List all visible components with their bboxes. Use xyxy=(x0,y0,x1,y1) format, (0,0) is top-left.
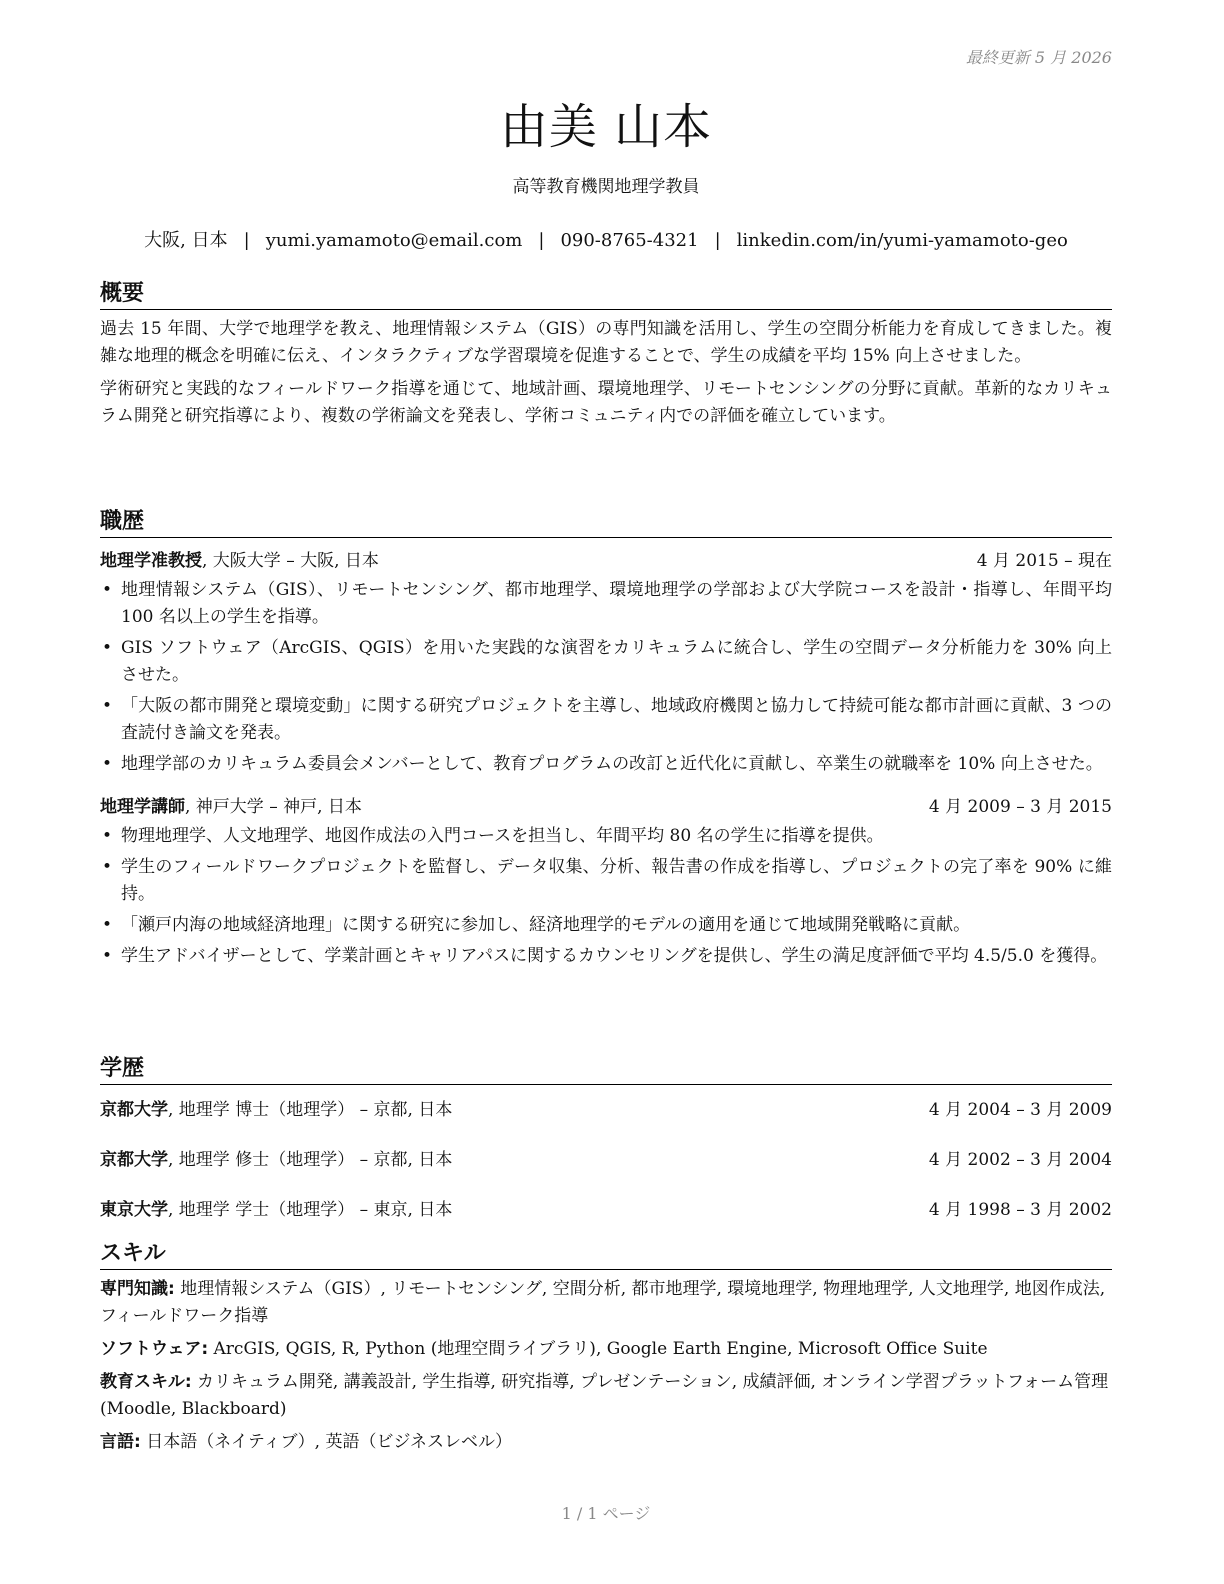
contact-location: 大阪, 日本 xyxy=(144,230,228,251)
section-title: スキル xyxy=(100,1236,1112,1270)
person-name: 由美 山本 xyxy=(499,99,713,155)
job-bullets xyxy=(100,823,1112,970)
contact-phone[interactable]: 090-8765-4321 xyxy=(560,230,699,251)
school-name: 京都大学 xyxy=(100,1150,168,1170)
skill-label: 教育スキル: xyxy=(100,1372,192,1392)
skill-row xyxy=(100,1369,1112,1423)
job-header xyxy=(100,794,1112,821)
job-header xyxy=(100,548,1112,575)
job-org: , 大阪大学 – 大阪, 日本 xyxy=(202,551,379,571)
education-dates: 4 月 2002 – 3 月 2004 xyxy=(928,1150,1112,1170)
skill-row xyxy=(100,1276,1112,1330)
skill-label: ソフトウェア: xyxy=(100,1339,209,1359)
list-item: • 「大阪の都市開発と環境変動」に関する研究プロジェクトを主導し、地域政府機関と協力して持続可能な都市計画に貢献、3 つの査読付き論文を発表。 xyxy=(100,693,1112,747)
degree-detail: , 地理学 修士（地理学） – 京都, 日本 xyxy=(168,1150,453,1170)
job-dates: 4 月 2009 – 3 月 2015 xyxy=(928,797,1112,817)
skill-label: 専門知識: xyxy=(100,1279,175,1299)
job-dates: 4 月 2015 – 現在 xyxy=(976,551,1112,571)
section-title: 職歴 xyxy=(100,504,1112,538)
school-name: 東京大学 xyxy=(100,1200,168,1220)
resume-page xyxy=(100,0,1112,1584)
contact-linkedin[interactable]: linkedin.com/in/yumi-yamamoto-geo xyxy=(736,230,1068,251)
education-row xyxy=(100,1147,1112,1174)
education-dates: 4 月 1998 – 3 月 2002 xyxy=(928,1200,1112,1220)
job-role: 地理学講師 xyxy=(100,797,185,817)
education-row xyxy=(100,1197,1112,1224)
job-entry xyxy=(100,548,1112,778)
list-item: • 学生アドバイザーとして、学業計画とキャリアパスに関するカウンセリングを提供し、学生の満足度評価で平均 4.5/5.0 を獲得。 xyxy=(100,943,1112,970)
degree-detail: , 地理学 博士（地理学） – 京都, 日本 xyxy=(168,1100,453,1120)
skills-section xyxy=(100,1236,1112,1456)
skill-value: カリキュラム開発, 講義設計, 学生指導, 研究指導, プレゼンテーション, 成績評価, オンライン学習プラットフォーム管理 (Moodle, Blackboard) xyxy=(100,1372,1109,1419)
job-title: 高等教育機関地理学教員 xyxy=(512,177,700,197)
contact-line xyxy=(100,226,1112,252)
separator: | xyxy=(714,230,721,251)
skill-value: 地理情報システム（GIS）, リモートセンシング, 空間分析, 都市地理学, 環境地理学, 物理地理学, 人文地理学, 地図作成法, フィールドワーク指導 xyxy=(100,1279,1106,1326)
education-dates: 4 月 2004 – 3 月 2009 xyxy=(928,1100,1112,1120)
section-title: 学歴 xyxy=(100,1051,1112,1085)
skill-value: 日本語（ネイティブ）, 英語（ビジネスレベル） xyxy=(140,1432,512,1452)
job-role: 地理学准教授 xyxy=(100,551,202,571)
job-org: , 神戸大学 – 神戸, 日本 xyxy=(185,797,362,817)
summary-paragraph: 過去 15 年間、大学で地理学を教え、地理情報システム（GIS）の専門知識を活用し、学生の空間分析能力を育成してきました。複雑な地理的概念を明確に伝え、インタラクティブな学習環境を促進することで、学生の成績を平均 15% 向上させました。 xyxy=(100,319,1112,366)
skill-row xyxy=(100,1336,1112,1363)
section-title: 概要 xyxy=(100,276,1112,310)
list-item: • 物理地理学、人文地理学、地図作成法の入門コースを担当し、年間平均 80 名の学生に指導を提供。 xyxy=(100,823,1112,850)
education-section xyxy=(100,1051,1112,1224)
degree-detail: , 地理学 学士（地理学） – 東京, 日本 xyxy=(168,1200,453,1220)
experience-section xyxy=(100,504,1112,974)
list-item: • 地理情報システム（GIS）、リモートセンシング、都市地理学、環境地理学の学部および大学院コースを設計・指導し、年間平均 100 名以上の学生を指導。 xyxy=(100,577,1112,631)
separator: | xyxy=(538,230,545,251)
list-item: • 「瀬戸内海の地域経済地理」に関する研究に参加し、経済地理学的モデルの適用を通じて地域開発戦略に貢献。 xyxy=(100,912,1112,939)
education-row xyxy=(100,1097,1112,1124)
last-updated: 最終更新 5 月 2026 xyxy=(965,48,1112,67)
separator: | xyxy=(243,230,250,251)
summary-paragraph: 学術研究と実践的なフィールドワーク指導を通じて、地域計画、環境地理学、リモートセンシングの分野に貢献。革新的なカリキュラム開発と研究指導により、複数の学術論文を発表し、学術コミュニティ内での評価を確立しています。 xyxy=(100,379,1112,426)
job-entry xyxy=(100,794,1112,970)
skill-row xyxy=(100,1429,1112,1456)
skill-label: 言語: xyxy=(100,1432,141,1452)
list-item: • GIS ソフトウェア（ArcGIS、QGIS）を用いた実践的な演習をカリキュラムに統合し、学生の空間データ分析能力を 30% 向上させた。 xyxy=(100,635,1112,689)
list-item: • 学生のフィールドワークプロジェクトを監督し、データ収集、分析、報告書の作成を指導し、プロジェクトの完了率を 90% に維持。 xyxy=(100,854,1112,908)
job-bullets xyxy=(100,577,1112,778)
page-number: 1 / 1 ページ xyxy=(561,1504,651,1523)
skill-value: ArcGIS, QGIS, R, Python (地理空間ライブラリ), Google Earth Engine, Microsoft Office Suite xyxy=(208,1339,988,1359)
list-item: • 地理学部のカリキュラム委員会メンバーとして、教育プログラムの改訂と近代化に貢献し、卒業生の就職率を 10% 向上させた。 xyxy=(100,751,1112,778)
school-name: 京都大学 xyxy=(100,1100,168,1120)
summary-section xyxy=(100,276,1112,430)
contact-email[interactable]: yumi.yamamoto@email.com xyxy=(265,230,523,251)
